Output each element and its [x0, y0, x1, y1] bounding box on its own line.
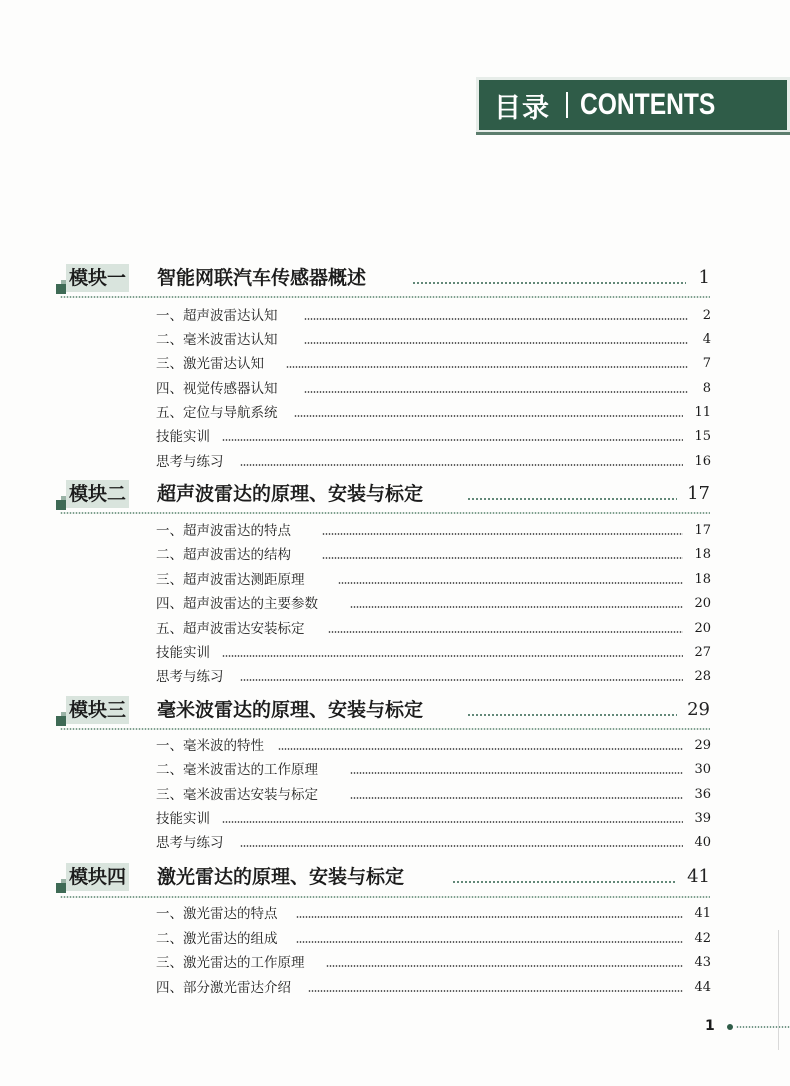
entry-page: 20 [694, 621, 711, 636]
toc-entry[interactable] [156, 619, 711, 639]
header-title-en: CONTENTS [580, 88, 716, 121]
entry-label: 一、毫米波的特性 [156, 738, 264, 754]
entry-leader-dots [222, 439, 683, 441]
entry-leader-dots [294, 415, 683, 417]
toc-entry[interactable] [156, 330, 711, 350]
module-leader-dots [467, 714, 677, 716]
module-divider [60, 296, 710, 298]
module-leader-dots [412, 282, 686, 284]
toc-entry[interactable] [156, 521, 711, 541]
toc-entry[interactable] [156, 904, 711, 924]
entry-page: 11 [694, 405, 711, 420]
entry-page: 44 [694, 980, 711, 995]
toc-entry[interactable] [156, 929, 711, 949]
toc-entry[interactable] [156, 809, 711, 829]
entry-label: 三、毫米波雷达安装与标定 [156, 787, 318, 803]
module-3-heading[interactable] [0, 696, 790, 724]
entry-leader-dots [286, 366, 688, 368]
entry-label: 五、超声波雷达安装标定 [156, 621, 305, 637]
entry-leader-dots [322, 533, 683, 535]
entry-label: 一、激光雷达的特点 [156, 906, 278, 922]
header-separator [566, 92, 568, 118]
entry-label: 三、超声波雷达测距原理 [156, 572, 305, 588]
entry-leader-dots [304, 318, 688, 320]
toc-entry[interactable] [156, 403, 711, 423]
entry-label: 思考与练习 [156, 835, 224, 851]
entry-leader-dots [240, 464, 683, 466]
toc-entry[interactable] [156, 570, 711, 590]
toc-entry[interactable] [156, 833, 711, 853]
toc-entry[interactable] [156, 452, 711, 472]
entry-label: 技能实训 [156, 645, 210, 661]
entry-leader-dots [304, 391, 688, 393]
toc-entry[interactable] [156, 545, 711, 565]
entry-label: 思考与练习 [156, 454, 224, 470]
toc-entry[interactable] [156, 379, 711, 399]
module-title: 毫米波雷达的原理、安装与标定 [157, 699, 424, 721]
entry-page: 30 [694, 762, 711, 777]
entry-page: 39 [694, 811, 711, 826]
module-leader-dots [452, 881, 677, 883]
entry-page: 15 [694, 429, 711, 444]
entry-leader-dots [308, 990, 683, 992]
module-2-heading[interactable] [0, 480, 790, 508]
entry-label: 四、部分激光雷达介绍 [156, 980, 291, 996]
entry-page: 29 [694, 738, 711, 753]
entry-page: 16 [694, 454, 711, 469]
module-label: 模块四 [66, 863, 129, 891]
module-label: 模块一 [66, 264, 129, 292]
entry-leader-dots [338, 582, 683, 584]
entry-leader-dots [350, 606, 683, 608]
entry-label: 五、定位与导航系统 [156, 405, 278, 421]
footer-dot [727, 1024, 733, 1030]
entry-leader-dots [222, 821, 683, 823]
module-label: 模块三 [66, 696, 129, 724]
toc-entry[interactable] [156, 978, 711, 998]
page-edge-line [778, 930, 779, 1050]
module-page: 29 [687, 699, 710, 720]
entry-page: 28 [694, 669, 711, 684]
entry-leader-dots [326, 965, 683, 967]
toc-entry[interactable] [156, 306, 711, 326]
entry-label: 四、超声波雷达的主要参数 [156, 596, 318, 612]
module-label: 模块二 [66, 480, 129, 508]
entry-page: 17 [694, 523, 711, 538]
module-4-heading[interactable] [0, 863, 790, 891]
entry-page: 18 [694, 547, 711, 562]
entry-leader-dots [328, 631, 683, 633]
entry-page: 8 [702, 381, 711, 396]
module-title: 超声波雷达的原理、安装与标定 [157, 483, 424, 505]
entry-label: 二、超声波雷达的结构 [156, 547, 291, 563]
entry-page: 4 [702, 332, 711, 347]
entry-leader-dots [222, 655, 683, 657]
module-divider [60, 896, 710, 898]
entry-page: 27 [694, 645, 711, 660]
toc-entry[interactable] [156, 594, 711, 614]
entry-leader-dots [296, 916, 683, 918]
entry-label: 一、超声波雷达认知 [156, 308, 278, 324]
header-banner-underline [476, 132, 790, 135]
module-leader-dots [467, 498, 677, 500]
entry-leader-dots [296, 941, 683, 943]
entry-page: 41 [694, 906, 711, 921]
entry-page: 18 [694, 572, 711, 587]
entry-label: 思考与练习 [156, 669, 224, 685]
entry-page: 43 [694, 955, 711, 970]
module-title: 激光雷达的原理、安装与标定 [157, 866, 405, 888]
module-1-heading[interactable] [0, 264, 790, 292]
entry-label: 四、视觉传感器认知 [156, 381, 278, 397]
entry-label: 二、毫米波雷达认知 [156, 332, 278, 348]
entry-label: 一、超声波雷达的特点 [156, 523, 291, 539]
toc-entry[interactable] [156, 354, 711, 374]
header-title-group [494, 86, 790, 124]
entry-label: 三、激光雷达认知 [156, 356, 264, 372]
entry-page: 20 [694, 596, 711, 611]
entry-page: 36 [694, 787, 711, 802]
module-marker [56, 716, 66, 726]
toc-entry[interactable] [156, 643, 711, 663]
entry-leader-dots [350, 772, 683, 774]
module-page: 17 [687, 483, 710, 504]
toc-entry[interactable] [156, 667, 711, 687]
module-divider [60, 728, 710, 730]
entry-leader-dots [322, 557, 683, 559]
module-divider [60, 512, 710, 514]
entry-label: 二、激光雷达的组成 [156, 931, 278, 947]
entry-label: 技能实训 [156, 429, 210, 445]
footer-page-number: 1 [705, 1018, 715, 1034]
entry-leader-dots [350, 797, 683, 799]
module-marker [56, 883, 66, 893]
toc-entry[interactable] [156, 760, 711, 780]
toc-entry[interactable] [156, 427, 711, 447]
entry-page: 2 [702, 308, 711, 323]
module-marker [56, 500, 66, 510]
header-title-cn: 目录 [494, 92, 550, 124]
entry-label: 技能实训 [156, 811, 210, 827]
module-page: 41 [687, 866, 710, 887]
entry-label: 二、毫米波雷达的工作原理 [156, 762, 318, 778]
entry-page: 40 [694, 835, 711, 850]
entry-page: 42 [694, 931, 711, 946]
entry-leader-dots [304, 342, 688, 344]
entry-page: 7 [702, 356, 711, 371]
toc-entry[interactable] [156, 785, 711, 805]
footer-leader-dots [736, 1026, 790, 1028]
module-page: 1 [698, 267, 710, 288]
module-marker [56, 284, 66, 294]
toc-entry[interactable] [156, 736, 711, 756]
entry-label: 三、激光雷达的工作原理 [156, 955, 305, 971]
entry-leader-dots [240, 679, 683, 681]
toc-entry[interactable] [156, 953, 711, 973]
entry-leader-dots [278, 748, 683, 750]
entry-leader-dots [240, 845, 683, 847]
module-title: 智能网联汽车传感器概述 [157, 267, 367, 289]
